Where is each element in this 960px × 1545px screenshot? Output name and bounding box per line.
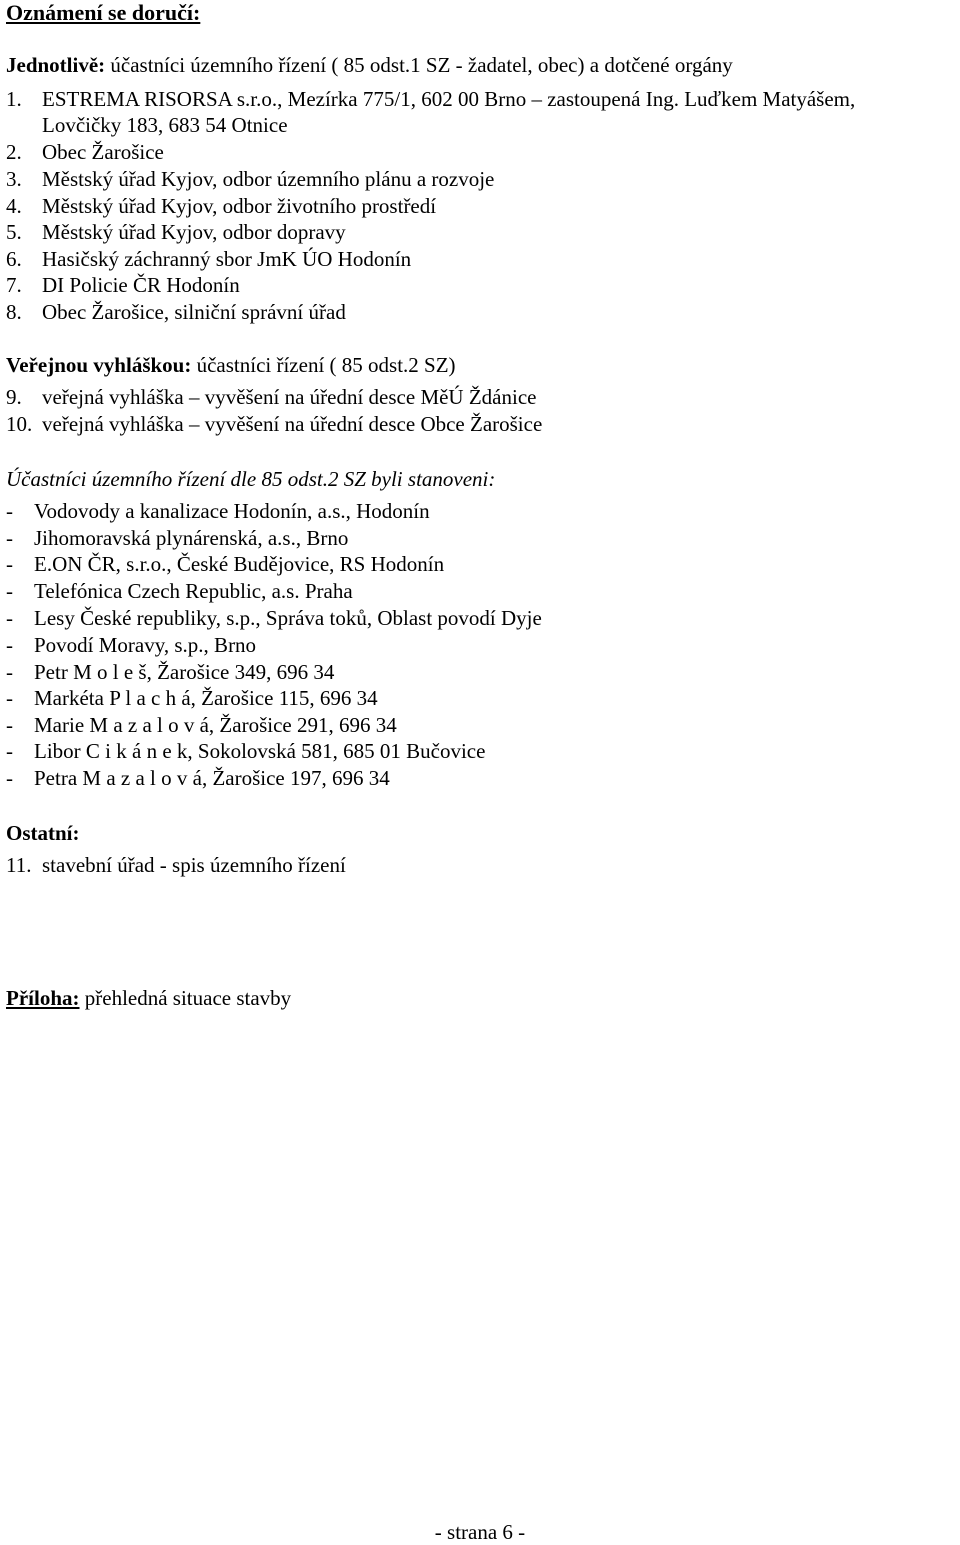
recipient-number: 8.	[6, 300, 22, 324]
list-dash: -	[6, 633, 13, 657]
attachment-label: Příloha:	[6, 986, 80, 1010]
list-dash: -	[6, 499, 13, 523]
participant-item: Vodovody a kanalizace Hodonín, a.s., Hodonín	[34, 499, 430, 523]
other-number: 11.	[6, 853, 32, 877]
other-label: Ostatní:	[6, 821, 80, 845]
recipient-text: ESTREMA RISORSA s.r.o., Mezírka 775/1, 602 00 Brno – zastoupená Ing. Luďkem Matyášem,	[42, 87, 856, 111]
recipient-number: 2.	[6, 140, 22, 164]
participants-heading: Účastníci územního řízení dle 85 odst.2 SZ byli stanoveni:	[6, 467, 496, 491]
individually-label: Jednotlivě:	[6, 53, 106, 77]
list-dash: -	[6, 660, 13, 684]
recipient-number: 3.	[6, 167, 22, 191]
recipient-text-continued: Lovčičky 183, 683 54 Otnice	[42, 113, 288, 137]
list-dash: -	[6, 526, 13, 550]
public-notice-text: účastníci řízení ( 85 odst.2 SZ)	[196, 353, 456, 377]
participant-item: Petra M a z a l o v á, Žarošice 197, 696 34	[34, 766, 390, 790]
public-notice-item: veřejná vyhláška – vyvěšení na úřední desce MěÚ Ždánice	[42, 385, 537, 409]
list-dash: -	[6, 552, 13, 576]
participant-item: Jihomoravská plynárenská, a.s., Brno	[34, 526, 349, 550]
other-item: stavební úřad - spis územního řízení	[42, 853, 346, 877]
participant-item: Petr M o l e š, Žarošice 349, 696 34	[34, 660, 335, 684]
list-dash: -	[6, 739, 13, 763]
recipient-number: 4.	[6, 194, 22, 218]
participant-item: Lesy České republiky, s.p., Správa toků, Oblast povodí Dyje	[34, 606, 542, 630]
participant-item: Markéta P l a c h á, Žarošice 115, 696 34	[34, 686, 378, 710]
page-heading: Oznámení se doručí:	[6, 0, 201, 25]
individually-line	[6, 52, 733, 78]
recipient-number: 6.	[6, 247, 22, 271]
list-dash: -	[6, 766, 13, 790]
recipient-number: 7.	[6, 273, 22, 297]
participant-item: Marie M a z a l o v á, Žarošice 291, 696 34	[34, 713, 397, 737]
attachment-text: přehledná situace stavby	[84, 986, 292, 1010]
public-notice-item: veřejná vyhláška – vyvěšení na úřední desce Obce Žarošice	[42, 412, 543, 436]
page-footer: - strana 6 -	[434, 1520, 526, 1544]
participant-item: Telefónica Czech Republic, a.s. Praha	[34, 579, 353, 603]
list-dash: -	[6, 579, 13, 603]
recipient-text: Obec Žarošice, silniční správní úřad	[42, 300, 346, 324]
recipient-text: Městský úřad Kyjov, odbor životního prostředí	[42, 194, 437, 218]
recipient-text: DI Policie ČR Hodonín	[42, 273, 240, 297]
public-notice-number: 10.	[6, 412, 33, 436]
participant-item: Povodí Moravy, s.p., Brno	[34, 633, 257, 657]
recipient-text: Městský úřad Kyjov, odbor dopravy	[42, 220, 346, 244]
participant-item: Libor C i k á n e k, Sokolovská 581, 685 01 Bučovice	[34, 739, 486, 763]
public-notice-label: Veřejnou vyhláškou:	[6, 353, 192, 377]
recipient-number: 1.	[6, 87, 22, 111]
public-notice-line	[6, 352, 456, 378]
recipient-number: 5.	[6, 220, 22, 244]
recipient-text: Hasičský záchranný sbor JmK ÚO Hodonín	[42, 247, 412, 271]
list-dash: -	[6, 686, 13, 710]
recipient-text: Obec Žarošice	[42, 140, 164, 164]
public-notice-number: 9.	[6, 385, 22, 409]
participant-item: E.ON ČR, s.r.o., České Budějovice, RS Hodonín	[34, 552, 445, 576]
individually-text: účastníci územního řízení ( 85 odst.1 SZ - žadatel, obec) a dotčené orgány	[110, 53, 733, 77]
recipient-text: Městský úřad Kyjov, odbor územního plánu a rozvoje	[42, 167, 495, 191]
attachment-line	[6, 985, 291, 1011]
list-dash: -	[6, 606, 13, 630]
list-dash: -	[6, 713, 13, 737]
